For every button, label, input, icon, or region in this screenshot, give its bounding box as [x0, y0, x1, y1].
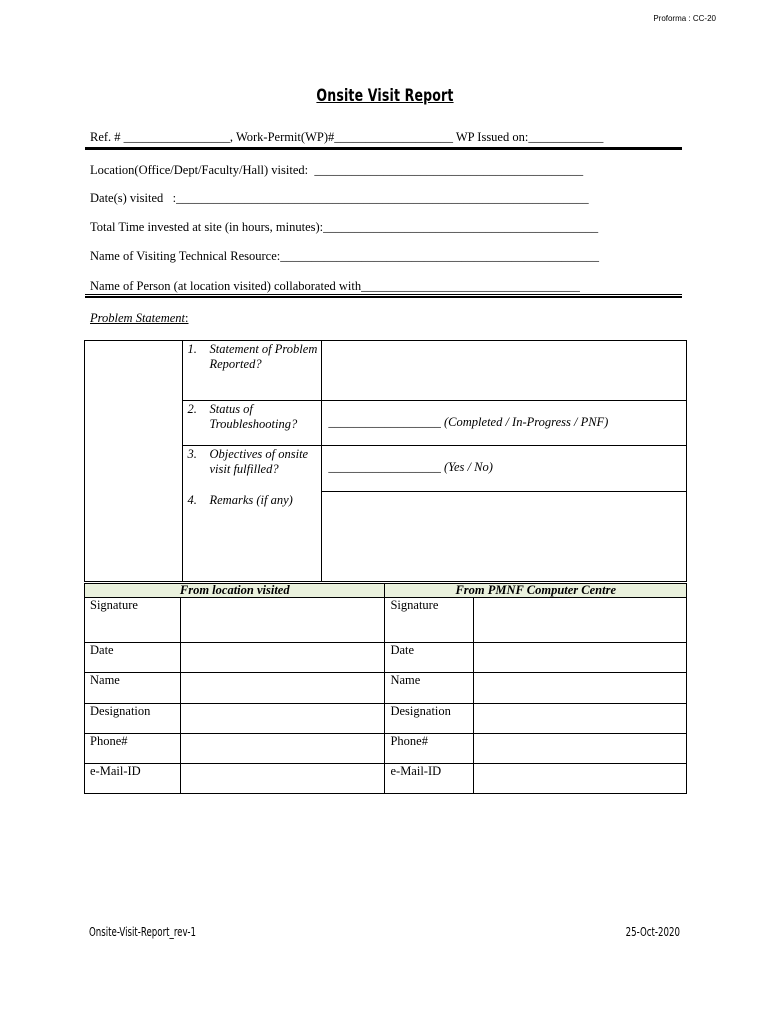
- heading-location-visited: From location visited: [85, 584, 385, 598]
- problem-table-blank-cell: [85, 341, 183, 582]
- question-cell: 3. Objectives of onsite visit fulfilled?: [182, 446, 322, 492]
- row-label: Designation: [385, 704, 474, 734]
- row-label: Name: [85, 673, 181, 704]
- row-label: Signature: [385, 598, 474, 643]
- name-input-left[interactable]: [180, 673, 385, 704]
- visiting-resource-field: Name of Visiting Technical Resource:___________________________________________________: [90, 249, 599, 263]
- double-rule-top: [85, 147, 682, 150]
- page-title: Onsite Visit Report: [316, 86, 454, 106]
- signature-table: [84, 583, 687, 794]
- total-time-field: Total Time invested at site (in hours, minutes):____________________________________________: [90, 220, 599, 234]
- person-collaborated-field: Name of Person (at location visited) collaborated with___________________________________: [90, 279, 580, 293]
- question-cell: 1. Statement of Problem Reported?: [182, 341, 322, 401]
- proforma-label: Proforma : CC-20: [653, 14, 716, 23]
- row-label: e-Mail-ID: [385, 764, 474, 794]
- email-input-left[interactable]: [180, 764, 385, 794]
- question-cell: 2. Status of Troubleshooting?: [182, 401, 322, 446]
- row-label: Name: [385, 673, 474, 704]
- designation-input-left[interactable]: [180, 704, 385, 734]
- phone-input-left[interactable]: [180, 734, 385, 764]
- problem-table: [84, 340, 687, 582]
- email-input-right[interactable]: [474, 764, 687, 794]
- ref-line: Ref. # _________________, Work-Permit(WP)#___________________ WP Issued on:____________: [90, 130, 604, 144]
- footer-date: 25-Oct-2020: [625, 925, 680, 939]
- answer-cell[interactable]: [322, 492, 687, 582]
- answer-cell[interactable]: [322, 341, 687, 401]
- heading-pmnf-computer-centre: From PMNF Computer Centre: [385, 584, 687, 598]
- date-input-right[interactable]: [474, 643, 687, 673]
- row-label: Signature: [85, 598, 181, 643]
- answer-cell[interactable]: __________________ (Completed / In-Progress / PNF): [322, 401, 687, 446]
- question-text: Status of Troubleshooting?: [209, 402, 298, 431]
- question-cell: 4. Remarks (if any): [182, 492, 322, 582]
- question-text: Objectives of onsite visit fulfilled?: [209, 447, 309, 476]
- problem-statement-label: Problem Statement:: [90, 311, 189, 325]
- designation-input-right[interactable]: [474, 704, 687, 734]
- row-label: Phone#: [385, 734, 474, 764]
- row-label: Designation: [85, 704, 181, 734]
- answer-cell[interactable]: __________________ (Yes / No): [322, 446, 687, 492]
- double-rule-bottom: [85, 294, 682, 298]
- date-input-left[interactable]: [180, 643, 385, 673]
- dates-field: Date(s) visited :__________________________________________________________________: [90, 191, 589, 205]
- row-label: e-Mail-ID: [85, 764, 181, 794]
- question-text: Remarks (if any): [209, 492, 293, 507]
- row-label: Phone#: [85, 734, 181, 764]
- footer-doc-id: Onsite-Visit-Report_rev-1: [89, 925, 196, 939]
- signature-input-right[interactable]: [474, 598, 687, 643]
- question-text: Statement of Problem Reported?: [209, 342, 318, 371]
- phone-input-right[interactable]: [474, 734, 687, 764]
- location-field: Location(Office/Dept/Faculty/Hall) visited: ___________________________________________: [90, 163, 584, 177]
- name-input-right[interactable]: [474, 673, 687, 704]
- row-label: Date: [385, 643, 474, 673]
- row-label: Date: [85, 643, 181, 673]
- signature-input-left[interactable]: [180, 598, 385, 643]
